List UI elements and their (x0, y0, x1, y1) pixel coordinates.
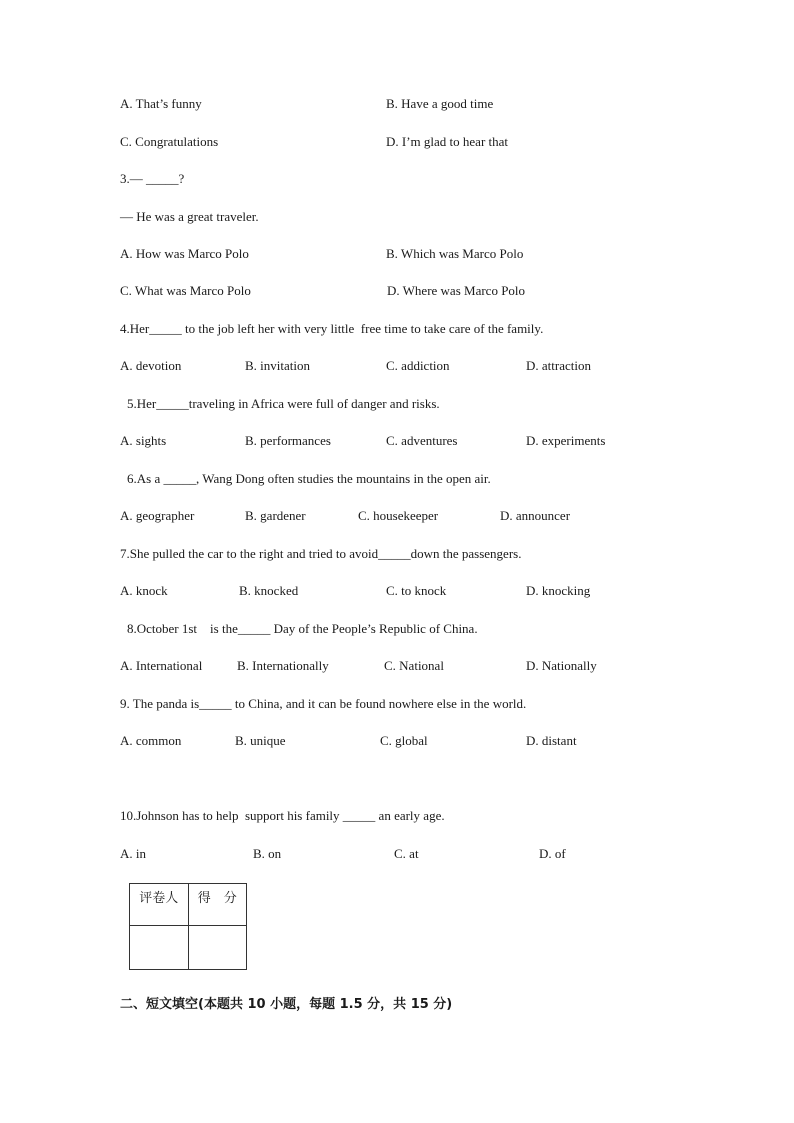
q7-option-d: D. knocking (526, 583, 591, 598)
q5-option-c: C. adventures (386, 433, 458, 448)
q3-stem: 3.— _____? (120, 171, 185, 186)
q5-option-a: A. sights (120, 433, 167, 448)
q7-option-b: B. knocked (239, 583, 299, 598)
q4-option-b: B. invitation (245, 358, 310, 373)
grader-header-cell (130, 884, 189, 926)
score-header-cell (188, 884, 247, 926)
q4-stem: 4.Her_____ to the job left her with very little free time to take care of the family. (120, 321, 544, 336)
q3-option-b: B. Which was Marco Polo (386, 246, 524, 261)
score-entry-cell[interactable] (188, 926, 247, 970)
q10-stem: 10.Johnson has to help support his family _____ an early age. (120, 808, 445, 823)
q9-option-a: A. common (120, 733, 182, 748)
q2-option-a: A. That’s funny (120, 96, 202, 111)
q9-option-b: B. unique (235, 733, 286, 748)
q4-option-c: C. addiction (386, 358, 450, 373)
q5-stem: 5.Her_____traveling in Africa were full of danger and risks. (127, 396, 440, 411)
q2-option-b: B. Have a good time (386, 96, 494, 111)
q6-option-b: B. gardener (245, 508, 306, 523)
q8-option-b: B. Internationally (237, 658, 329, 673)
grader-label: 评卷人 (139, 891, 179, 906)
q5-option-b: B. performances (245, 433, 331, 448)
q6-option-c: C. housekeeper (358, 508, 439, 523)
q3-option-d: D. Where was Marco Polo (387, 283, 526, 298)
q8-option-c: C. National (384, 658, 444, 673)
q8-stem: 8.October 1st is the_____ Day of the People’s Republic of China. (127, 621, 478, 636)
q7-stem: 7.She pulled the car to the right and tried to avoid_____down the passengers. (120, 546, 522, 561)
section-2-title: 二、短文填空(本题共 10 小题，每题 1.5 分，共 15 分) (120, 997, 453, 1012)
q2-option-c: C. Congratulations (120, 134, 219, 149)
q7-option-c: C. to knock (386, 583, 447, 598)
q6-stem: 6.As a _____, Wang Dong often studies the mountains in the open air. (127, 471, 491, 486)
q9-stem: 9. The panda is_____ to China, and it can be found nowhere else in the world. (120, 696, 527, 711)
q2-option-d: D. I’m glad to hear that (386, 134, 509, 149)
q3-dialogue-line: — He was a great traveler. (120, 209, 259, 224)
q10-option-d: D. of (539, 846, 566, 861)
q3-option-a: A. How was Marco Polo (120, 246, 249, 261)
q6-option-a: A. geographer (120, 508, 195, 523)
q6-option-d: D. announcer (500, 508, 571, 523)
q4-option-a: A. devotion (120, 358, 182, 373)
grader-signature-cell[interactable] (130, 926, 189, 970)
q8-option-d: D. Nationally (526, 658, 597, 673)
q5-option-d: D. experiments (526, 433, 606, 448)
q10-option-b: B. on (253, 846, 282, 861)
q3-option-c: C. What was Marco Polo (120, 283, 251, 298)
q9-option-c: C. global (380, 733, 428, 748)
q8-option-a: A. International (120, 658, 203, 673)
q10-option-c: C. at (394, 846, 419, 861)
score-label: 得 分 (197, 891, 237, 906)
grader-score-table (129, 883, 247, 970)
q10-option-a: A. in (120, 846, 146, 861)
q7-option-a: A. knock (120, 583, 168, 598)
q4-option-d: D. attraction (526, 358, 591, 373)
q9-option-d: D. distant (526, 733, 577, 748)
